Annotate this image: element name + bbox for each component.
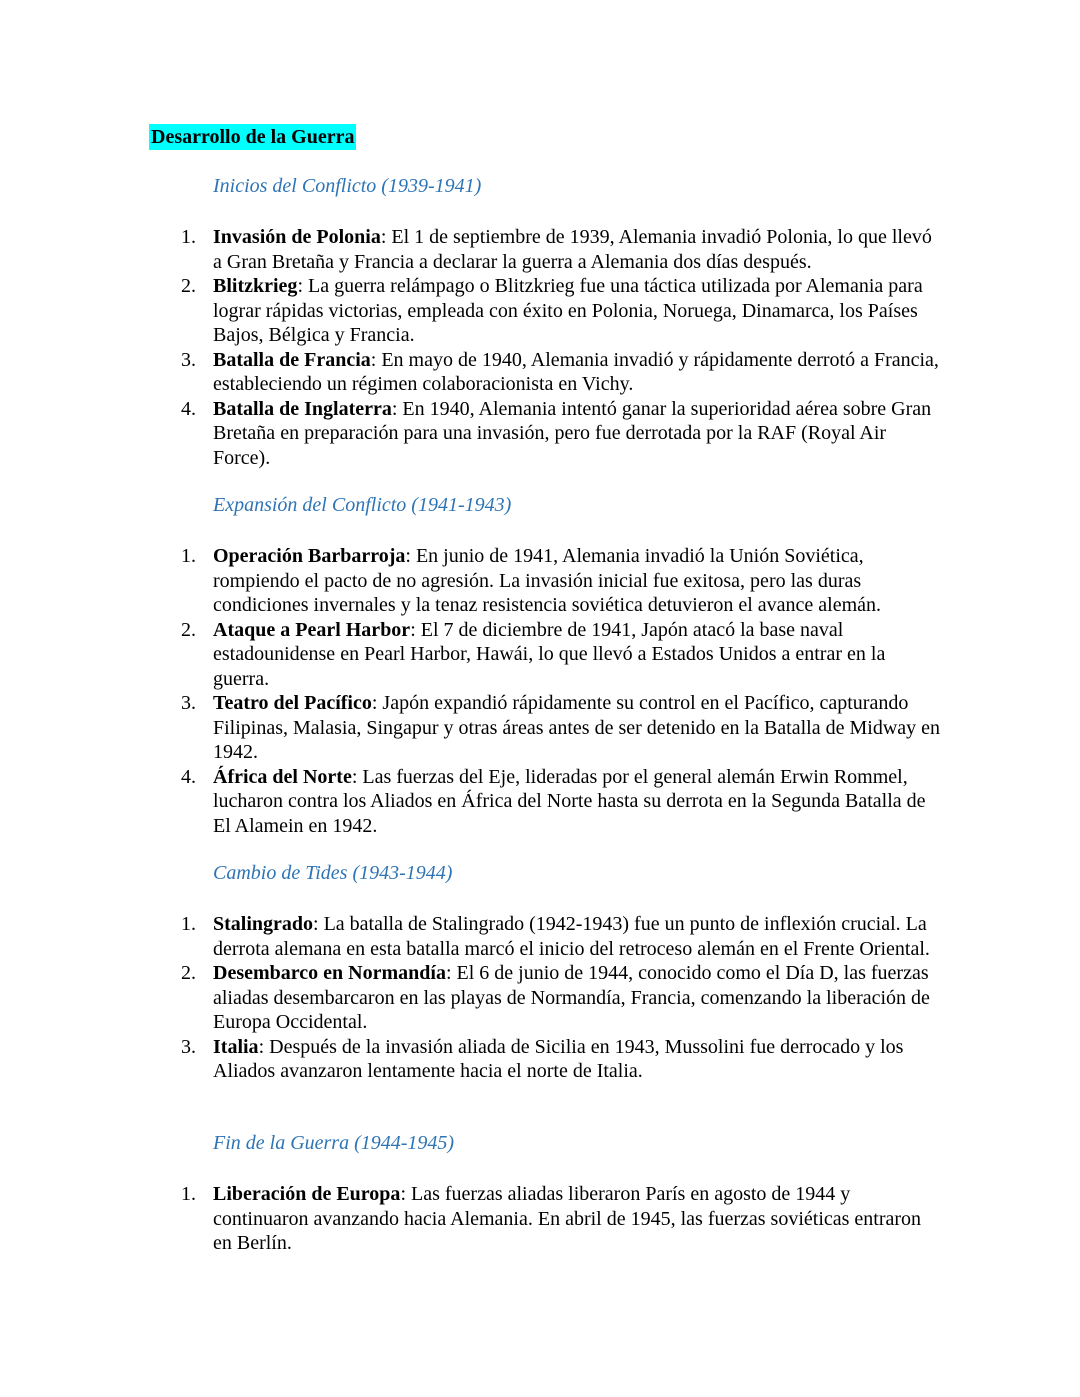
section-heading: Expansión del Conflicto (1941-1943) bbox=[213, 494, 512, 516]
item-term: Batalla de Francia bbox=[213, 348, 371, 371]
item-text: : El 6 de junio de 1944, conocido como el Día D, las fuerzas aliadas desembarcaron en las playas de Normandía, Francia, comenzando la liberación de Europa Occidental. bbox=[213, 962, 930, 1033]
item-number: 3. bbox=[181, 348, 196, 371]
item-number: 4. bbox=[181, 765, 196, 788]
section-expansion bbox=[181, 493, 941, 838]
list-item bbox=[181, 961, 941, 1035]
item-number: 2. bbox=[181, 275, 196, 297]
list-item bbox=[181, 1182, 941, 1256]
item-text: : El 1 de septiembre de 1939, Alemania invadió Polonia, lo que llevó a Gran Bretaña y Francia a declarar la guerra a Alemania dos días después. bbox=[213, 226, 932, 273]
section-heading: Fin de la Guerra (1944-1945) bbox=[213, 1132, 455, 1154]
item-term: Teatro del Pacífico bbox=[213, 692, 372, 714]
list-item bbox=[181, 912, 941, 961]
item-number: 3. bbox=[181, 1035, 196, 1058]
item-term: Liberación de Europa bbox=[213, 1183, 401, 1205]
item-number: 2. bbox=[181, 962, 196, 984]
list-item bbox=[181, 274, 941, 348]
item-term: Italia bbox=[213, 1035, 259, 1058]
list-item bbox=[181, 765, 941, 839]
document-title: Desarrollo de la Guerra bbox=[151, 126, 355, 148]
numbered-list bbox=[181, 1182, 941, 1256]
item-number: 4. bbox=[181, 397, 196, 420]
item-text: : En 1940, Alemania intentó ganar la superioridad aérea sobre Gran Bretaña en preparación para una invasión, pero fue derrotada por la RAF (Royal Air Force). bbox=[213, 397, 932, 469]
item-text: : El 7 de diciembre de 1941, Japón atacó la base naval estadounidense en Pearl Harbor, Hawái, lo que llevó a Estados Unidos a entrar en la guerra. bbox=[213, 618, 886, 690]
item-text: : Las fuerzas del Eje, lideradas por el general alemán Erwin Rommel, lucharon contra los Aliados en África del Norte hasta su derrota en la Segunda Batalla de El Alamein en 1942. bbox=[213, 765, 926, 837]
list-item bbox=[181, 348, 941, 397]
numbered-list bbox=[181, 912, 941, 1084]
item-term: Batalla de Inglaterra bbox=[213, 397, 392, 420]
item-number: 3. bbox=[181, 692, 196, 714]
section-inicios bbox=[181, 174, 941, 470]
item-term: África del Norte bbox=[213, 765, 352, 788]
item-text: : Japón expandió rápidamente su control en el Pacífico, capturando Filipinas, Malasia, Singapur y otras áreas antes de ser detenido en la Batalla de Midway en 1942. bbox=[213, 692, 941, 763]
list-item bbox=[181, 691, 941, 765]
item-number: 1. bbox=[181, 1183, 196, 1205]
item-text: : Las fuerzas aliadas liberaron París en agosto de 1944 y continuaron avanzando hacia Alemania. En abril de 1945, las fuerzas soviéticas entraron en Berlín. bbox=[213, 1183, 922, 1254]
item-number: 1. bbox=[181, 913, 196, 935]
list-item bbox=[181, 397, 941, 471]
section-heading: Cambio de Tides (1943-1944) bbox=[213, 862, 453, 884]
item-number: 2. bbox=[181, 618, 196, 641]
item-text: : Después de la invasión aliada de Sicilia en 1943, Mussolini fue derrocado y los Aliados avanzaron lentamente hacia el norte de Italia. bbox=[213, 1035, 904, 1082]
numbered-list bbox=[181, 225, 941, 470]
list-item bbox=[181, 544, 941, 618]
numbered-list bbox=[181, 544, 941, 838]
item-number: 1. bbox=[181, 226, 196, 248]
item-number: 1. bbox=[181, 545, 196, 567]
item-term: Blitzkrieg bbox=[213, 275, 298, 297]
list-item bbox=[181, 1035, 941, 1084]
item-term: Stalingrado bbox=[213, 913, 314, 935]
item-term: Invasión de Polonia bbox=[213, 226, 381, 248]
section-fin bbox=[181, 1131, 941, 1256]
section-heading: Inicios del Conflicto (1939-1941) bbox=[213, 175, 482, 197]
item-text: : En mayo de 1940, Alemania invadió y rápidamente derrotó a Francia, estableciendo un régimen colaboracionista en Vichy. bbox=[213, 348, 939, 395]
item-text: : La batalla de Stalingrado (1942-1943) fue un punto de inflexión crucial. La derrota alemana en esta batalla marcó el inicio del retroceso alemán en el Frente Oriental. bbox=[213, 913, 930, 960]
item-term: Operación Barbarroja bbox=[213, 545, 406, 567]
item-text: : En junio de 1941, Alemania invadió la Unión Soviética, rompiendo el pacto de no agresión. La invasión inicial fue exitosa, pero las duras condiciones invernales y la tenaz resistencia soviética detuvieron el avance alemán. bbox=[213, 545, 882, 616]
list-item bbox=[181, 225, 941, 274]
section-cambio bbox=[181, 861, 941, 1084]
item-term: Ataque a Pearl Harbor bbox=[213, 618, 411, 641]
item-text: : La guerra relámpago o Blitzkrieg fue una táctica utilizada por Alemania para lograr rápidas victorias, empleada con éxito en Polonia, Noruega, Dinamarca, los Países Bajos, Bélgica y Francia. bbox=[213, 275, 923, 346]
list-item bbox=[181, 618, 941, 692]
item-term: Desembarco en Normandía bbox=[213, 962, 446, 984]
